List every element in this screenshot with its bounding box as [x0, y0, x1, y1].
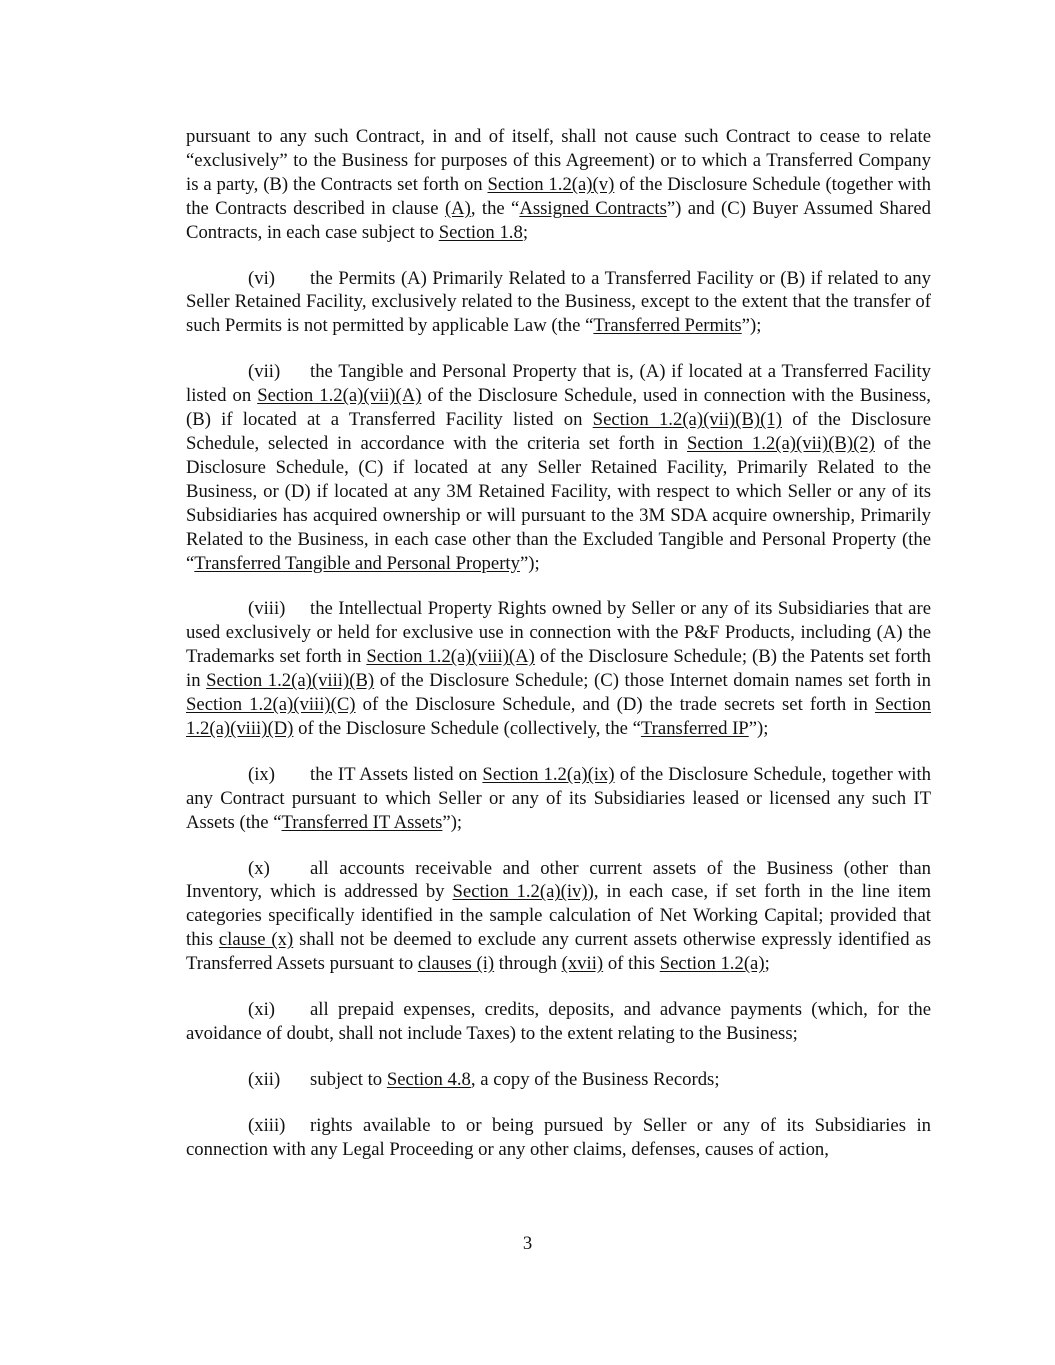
- cross-reference: Section 1.2(a): [659, 953, 765, 975]
- defined-term: Transferred Permits: [593, 315, 742, 337]
- cross-reference: Section 1.2(a)(viii)(D): [186, 694, 932, 739]
- clause-vii: (vii) the Tangible and Personal Property that is, (A) if located at a Transferred Facility listed on Section 1.2(a)(vii)(A) of the Disclosure Schedule, used in connection with the Business, (B) if located at a Transferred Facility listed on Section 1.2(a)(vii)(B)(1) of the Disclosure Schedule, selected in accordance with the criteria set forth in Section 1.2(a)(vii)(B)(2) of the Disclosure Schedule, (C) if located at any Seller Retained Facility, Primarily Related to the Business, or (D) if located at any 3M Retained Facility, with respect to which Seller or any of its Subsidiaries has acquired ownership or will pursuant to the 3M SDA acquire ownership, Primarily Related to the Business, in each case other than the Excluded Tangible and Personal Property (the “Transferred Tangible and Personal Property”);: [186, 361, 932, 574]
- cross-reference: (xvii): [561, 953, 604, 975]
- clause-viii: (viii) the Intellectual Property Rights owned by Seller or any of its Subsidiaries that are used exclusively or held for exclusive use in connection with the P&F Products, including (A) the Trademarks set forth in Section 1.2(a)(viii)(A) of the Disclosure Schedule; (B) the Patents set forth in Section 1.2(a)(viii)(B) of the Disclosure Schedule; (C) those Internet domain names set forth in Section 1.2(a)(viii)(C) of the Disclosure Schedule, and (D) the trade secrets set forth in Section 1.2(a)(viii)(D) of the Disclosure Schedule (collectively, the “Transferred IP”);: [186, 598, 932, 739]
- cross-reference: Section 1.2(a)(viii)(C): [186, 694, 356, 716]
- paragraph-continuation: pursuant to any such Contract, in and of itself, shall not cause such Contract to cease to relate “exclusively” to the Business for purposes of this Agreement) or to which a Transferred Company is a party, (B) the Contracts set forth on Section 1.2(a)(v) of the Disclosure Schedule (together with the Contracts described in clause (A), the “Assigned Contracts”) and (C) Buyer Assumed Shared Contracts, in each case subject to Section 1.8;: [186, 126, 932, 243]
- cross-reference: Section 1.2(a)(vii)(A): [257, 385, 422, 407]
- cross-reference: Section 1.2(a)(v): [487, 173, 615, 195]
- clause-xii: (xii) subject to Section 4.8, a copy of the Business Records;: [248, 1068, 720, 1090]
- clause-number: (vii): [248, 361, 281, 383]
- defined-term: Transferred Tangible and Personal Property: [194, 552, 520, 574]
- cross-reference: Section 1.2(a)(iv): [452, 881, 588, 903]
- clause-ix: (ix) the IT Assets listed on Section 1.2(a)(ix) of the Disclosure Schedule, together with any Contract pursuant to which Seller or any of its Subsidiaries leased or licensed any such IT Assets (the “Transferred IT Assets”);: [186, 763, 931, 833]
- clause-number: (vi): [248, 267, 275, 289]
- cross-reference: Section 4.8: [386, 1068, 471, 1090]
- cross-reference: (A): [444, 197, 471, 219]
- defined-term: Assigned Contracts: [519, 197, 667, 219]
- clause-number: (xi): [248, 999, 275, 1021]
- cross-reference: clause (x): [218, 929, 294, 951]
- clause-x: (x) all accounts receivable and other current assets of the Business (other than Inventory, which is addressed by Section 1.2(a)(iv)), in each case, if set forth in the line item categories specifically identified in the sample calculation of Net Working Capital; provided that this clause (x) shall not be deemed to exclude any current assets otherwise expressly identified as Transferred Assets pursuant to clauses (i) through (xvii) of this Section 1.2(a);: [186, 857, 932, 975]
- clause-number: (xii): [248, 1068, 281, 1090]
- defined-term: Transferred IT Assets: [281, 811, 443, 833]
- clause-number: (x): [248, 857, 270, 879]
- clause-number: (ix): [248, 763, 275, 785]
- defined-term: Transferred IP: [640, 717, 749, 739]
- clause-number: (viii): [248, 598, 286, 620]
- clause-xiii: (xiii) rights available to or being pursued by Seller or any of its Subsidiaries in connection with any Legal Proceeding or any other claims, defenses, causes of action,: [186, 1114, 931, 1160]
- clause-number: (xiii): [248, 1114, 286, 1136]
- cross-reference: Section 1.8: [438, 221, 523, 243]
- cross-reference: Section 1.2(a)(viii)(A): [366, 646, 535, 668]
- cross-reference: Section 1.2(a)(vii)(B)(1): [592, 409, 782, 431]
- cross-reference: clauses (i): [417, 953, 495, 975]
- page-number: 3: [522, 1233, 533, 1254]
- clause-vi: (vi) the Permits (A) Primarily Related to a Transferred Facility or (B) if related to any Seller Retained Facility, exclusively related to the Business, except to the extent that the transfer of such Permits is not permitted by applicable Law (the “Transferred Permits”);: [186, 267, 931, 337]
- clause-xi: (xi) all prepaid expenses, credits, deposits, and advance payments (which, for the avoidance of doubt, shall not include Taxes) to the extent relating to the Business;: [186, 999, 931, 1044]
- document-page: [186, 125, 931, 1184]
- cross-reference: Section 1.2(a)(vii)(B)(2): [687, 432, 875, 454]
- cross-reference: Section 1.2(a)(viii)(B): [206, 670, 375, 692]
- cross-reference: Section 1.2(a)(ix): [482, 763, 615, 785]
